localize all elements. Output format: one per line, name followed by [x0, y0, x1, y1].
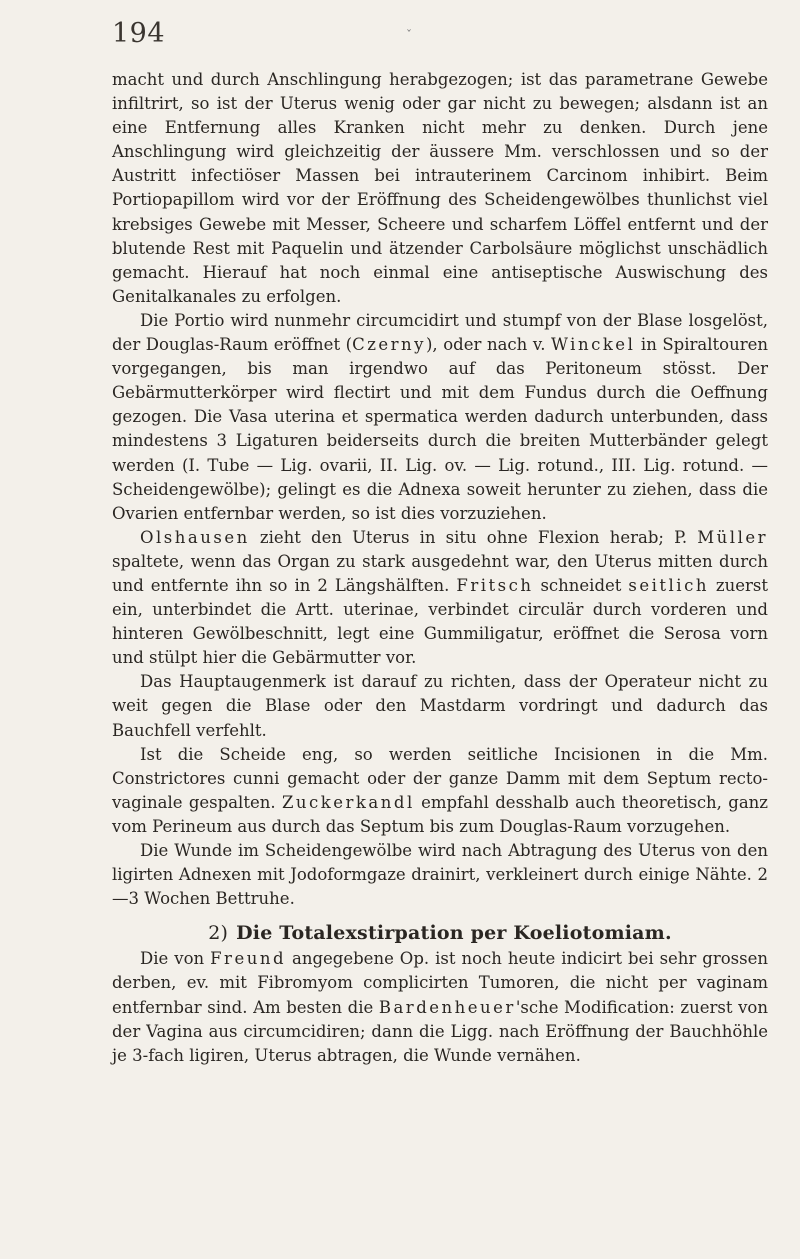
- text-run: Die von: [140, 949, 211, 969]
- page-number: 194: [112, 18, 166, 49]
- paragraph: [112, 309, 768, 526]
- author-name: Müller: [697, 527, 768, 547]
- body-text: [112, 68, 768, 1068]
- section-title: Die Totalexstirpation per Koeliotomiam.: [236, 922, 672, 945]
- text-run: Die Wunde im Scheidengewölbe wird nach Abtragung des Uterus von den ligirten Adnexen mit Jodoformgaze drainirt, verkleinert durch einige Nähte. 2—3 Wochen Bettruhe.: [112, 841, 768, 909]
- text-run: zuerst ein, unterbindet die Artt. uterinae, verbindet circulär durch vorderen und hinteren Gewölbeschnitt, legt eine Gummiligatur, eröffnet die Serosa vorn und stülpt hier die Gebärmutter vor.: [112, 575, 769, 668]
- paragraph: [112, 743, 768, 839]
- text-run: 'sche Modification: zuerst von der Vagina aus circumcidiren; dann die Ligg. nach Eröffnung der Bauchhöhle je 3-fach ligiren, Uterus abtragen, die Wunde vernähen.: [112, 997, 768, 1065]
- text-run: in Spiraltouren vorgegangen, bis man irgendwo auf das Peritoneum stösst. Der Gebärmutterkörper wird flectirt und mit dem Fundus durch die Oeffnung gezogen. Die Vasa uterina et spermatica werden dadurch unterbunden, dass mindestens 3 Ligaturen beiderseits durch die breiten Mutterbänder gelegt werden (I. Tube — Lig. ovarii, II. Lig. ov. — Lig. rotund., III. Lig. rotund. — Scheidengewölbe); gelingt es die Adnexa soweit herunter zu ziehen, dass die Ovarien entfernbar werden, so ist dies vorzuziehen.: [112, 335, 768, 523]
- author-name: Olshausen: [140, 527, 250, 547]
- paragraph: [112, 68, 768, 309]
- text-run: angegebene Op. ist noch heute indicirt bei sehr grossen derben, ev. mit Fibromyom complicirten Tumoren, die nicht per vaginam entfernbar sind. Am besten die: [112, 949, 768, 1017]
- text-run: empfahl desshalb auch theoretisch, ganz vom Perineum aus durch das Septum bis zum Douglas-Raum vorzugehen.: [112, 792, 768, 836]
- paragraph: [112, 947, 768, 1067]
- author-name: Winckel: [551, 335, 636, 355]
- paragraph: [112, 670, 768, 742]
- section-heading: [112, 921, 768, 945]
- author-name: Czerny: [352, 335, 426, 355]
- text-run: Die Portio wird nunmehr circumcidirt und stumpf von der Blase losgelöst, der Douglas-Raum eröffnet (: [112, 310, 768, 355]
- paragraph: [112, 526, 768, 671]
- text-run: schneidet: [533, 575, 629, 595]
- author-name: Freund: [210, 949, 287, 969]
- print-mark: ˇ: [406, 28, 412, 42]
- author-name: Zuckerkandl: [281, 792, 415, 812]
- text-run: spaltete, wenn das Organ zu stark ausgedehnt war, den Uterus mitten durch und entfernte ihn so in 2 Längshälften.: [112, 551, 768, 595]
- text-run: ), oder nach v.: [426, 335, 551, 355]
- paragraph: [112, 839, 768, 911]
- text-run: macht und durch Anschlingung herabgezogen; ist das parametrane Gewebe infiltrirt, so ist der Uterus wenig oder gar nicht zu bewegen; alsdann ist an eine Entfernung alles Kranken nicht mehr zu denken. Durch jene Anschlingung wird gleichzeitig der äussere Mm. verschlossen und so der Austritt infectiöser Massen bei intrauterinem Carcinom inhibirt. Beim Portiopapillom wird vor der Eröffnung des Scheidengewölbes thunlichst viel krebsiges Gewebe mit Messer, Scheere und scharfem Löffel entfernt und der blutende Rest mit Paquelin und ätzender Carbolsäure möglichst unschädlich gemacht. Hierauf hat noch einmal eine antiseptische Auswischung des Genitalkanales zu erfolgen.: [112, 70, 768, 306]
- section-number: 2): [208, 922, 229, 945]
- author-name: Fritsch: [456, 575, 534, 595]
- text-run: zieht den Uterus in situ ohne Flexion herab; P.: [249, 527, 698, 547]
- author-name: Bardenheuer: [378, 997, 516, 1017]
- text-run: Ist die Scheide eng, so werden seitliche Incisionen in die Mm. Constrictores cunni gemacht oder der ganze Damm mit dem Septum recto-vaginale gespalten.: [112, 744, 768, 812]
- author-name: seitlich: [628, 575, 709, 595]
- text-run: Das Hauptaugenmerk ist darauf zu richten, dass der Operateur nicht zu weit gegen die Blase oder den Mastdarm vordringt und dadurch das Bauchfell verfehlt.: [112, 672, 768, 740]
